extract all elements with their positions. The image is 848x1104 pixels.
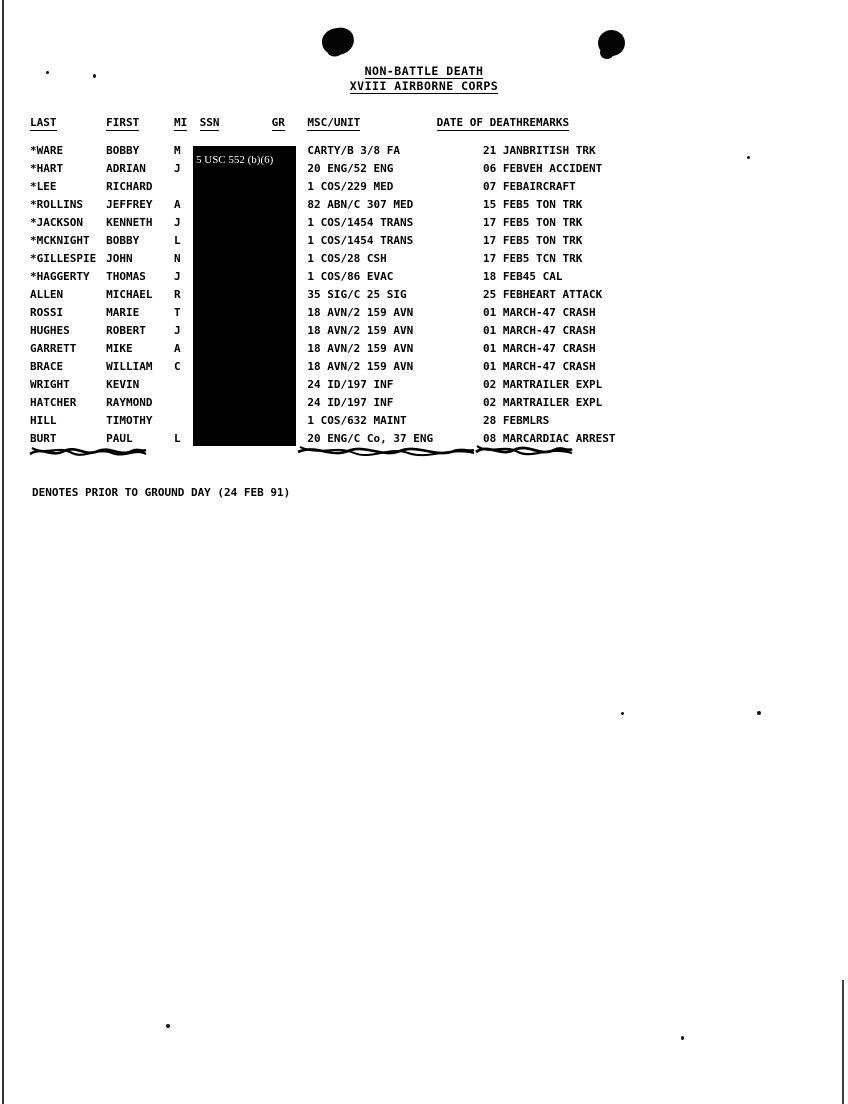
remarks-cell: CH-47 CRASH [522,341,596,355]
date-of-death-cell: 01 MAR [483,341,523,355]
last-name-cell: BURT [30,431,57,445]
remarks-cell: AIRCRAFT [522,179,576,193]
table-row [30,285,630,303]
first-name-cell: KEVIN [106,377,140,391]
date-of-death-cell: 17 FEB [483,233,523,247]
table-row [30,159,630,177]
scan-edge-right [842,980,844,1104]
first-name-cell: WILLIAM [106,359,153,373]
date-of-death-cell: 01 MAR [483,305,523,319]
unit-cell: 18 AVN/2 159 AVN [307,341,414,355]
remarks-cell: BRITISH TRK [522,143,596,157]
table-header-row [30,116,630,141]
unit-cell: CARTY/B 3/8 FA [307,143,401,157]
unit-cell: 82 ABN/C 307 MED [307,197,414,211]
table-row [30,393,630,411]
middle-initial-cell: A [173,197,181,211]
table-row [30,339,630,357]
handwritten-strikeout-right [474,438,574,462]
unit-cell: 1 COS/632 MAINT [307,413,407,427]
unit-cell: 20 ENG/C Co, 37 ENG [307,431,434,445]
last-name-cell: *MCKNIGHT [30,233,90,247]
last-name-cell: *GILLESPIE [30,251,97,265]
redaction-exemption-label: 5 USC 552 (b)(6) [196,154,274,166]
date-of-death-cell: 15 FEB [483,197,523,211]
last-name-cell: ALLEN [30,287,64,301]
first-name-cell: KENNETH [106,215,153,229]
table-row [30,357,630,375]
last-name-cell: ROSSI [30,305,64,319]
table-row [30,267,630,285]
first-name-cell: BOBBY [106,233,140,247]
first-name-cell: RICHARD [106,179,153,193]
remarks-cell: VEH ACCIDENT [522,161,603,175]
middle-initial-cell: L [173,431,181,445]
footnote-denotes: DENOTES PRIOR TO GROUND DAY (24 FEB 91) [32,486,291,499]
column-header-date-of-death: DATE OF DEATH [436,116,523,129]
last-name-cell: *WARE [30,143,64,157]
middle-initial-cell: L [173,233,181,247]
remarks-cell: 5 TON TRK [522,215,583,229]
table-row [30,213,630,231]
date-of-death-cell: 08 MAR [483,431,523,445]
column-header-last: LAST [30,116,57,129]
remarks-cell: CH-47 CRASH [522,323,596,337]
last-name-cell: *HAGGERTY [30,269,90,283]
handwritten-strikeout-center [296,440,476,462]
unit-cell: 1 COS/229 MED [307,179,394,193]
last-name-cell: HILL [30,413,57,427]
remarks-cell: 45 CAL [522,269,563,283]
ssn-redaction-bar [193,146,296,446]
middle-initial-cell: J [173,161,181,175]
handwritten-strikeout-left [28,440,148,462]
title-line-2: XVIII AIRBORNE CORPS [349,79,499,93]
first-name-cell: PAUL [106,431,133,445]
table-row [30,177,630,195]
table-row [30,303,630,321]
middle-initial-cell: M [173,143,181,157]
first-name-cell: MARIE [106,305,140,319]
remarks-cell: HEART ATTACK [522,287,603,301]
table-row [30,321,630,339]
middle-initial-cell: R [173,287,181,301]
remarks-cell: TRAILER EXPL [522,377,603,391]
date-of-death-cell: 17 FEB [483,215,523,229]
ink-blob-artifact [598,30,625,56]
remarks-cell: CARDIAC ARREST [522,431,616,445]
scan-speck [681,1036,684,1040]
last-name-cell: GARRETT [30,341,77,355]
remarks-cell: CH-47 CRASH [522,305,596,319]
scan-speck [757,711,761,715]
first-name-cell: ADRIAN [106,161,146,175]
unit-cell: 18 AVN/2 159 AVN [307,359,414,373]
remarks-cell: 5 TON TRK [522,197,583,211]
unit-cell: 1 COS/28 CSH [307,251,387,265]
last-name-cell: WRIGHT [30,377,70,391]
middle-initial-cell: A [173,341,181,355]
date-of-death-cell: 01 MAR [483,323,523,337]
first-name-cell: THOMAS [106,269,146,283]
date-of-death-cell: 17 FEB [483,251,523,265]
date-of-death-cell: 18 FEB [483,269,523,283]
date-of-death-cell: 02 MAR [483,377,523,391]
table-row [30,231,630,249]
unit-cell: 35 SIG/C 25 SIG [307,287,407,301]
table-row [30,195,630,213]
table-row [30,411,630,429]
date-of-death-cell: 01 MAR [483,359,523,373]
last-name-cell: *LEE [30,179,57,193]
non-battle-death-roster [30,116,630,447]
remarks-cell: TRAILER EXPL [522,395,603,409]
remarks-cell: 5 TCN TRK [522,251,583,265]
middle-initial-cell: C [173,359,181,373]
scan-speck [747,156,750,159]
scan-speck [621,712,624,715]
date-of-death-cell: 28 FEB [483,413,523,427]
date-of-death-cell: 25 FEB [483,287,523,301]
ink-blob-artifact [320,26,355,57]
remarks-cell: 5 TON TRK [522,233,583,247]
date-of-death-cell: 02 MAR [483,395,523,409]
column-header-first: FIRST [106,116,140,129]
last-name-cell: *ROLLINS [30,197,83,211]
title-line-1: NON-BATTLE DEATH [364,64,484,78]
unit-cell: 1 COS/86 EVAC [307,269,394,283]
scan-edge-left [2,0,4,1104]
table-row [30,249,630,267]
date-of-death-cell: 07 FEB [483,179,523,193]
remarks-cell: MLRS [522,413,550,427]
middle-initial-cell: T [173,305,181,319]
middle-initial-cell: N [173,251,181,265]
last-name-cell: HATCHER [30,395,77,409]
column-header-gr: GR [271,116,285,129]
column-header-ssn: SSN [199,116,220,129]
first-name-cell: MICHAEL [106,287,153,301]
unit-cell: 1 COS/1454 TRANS [307,215,414,229]
middle-initial-cell: J [173,269,181,283]
unit-cell: 20 ENG/52 ENG [307,161,394,175]
date-of-death-cell: 06 FEB [483,161,523,175]
unit-cell: 1 COS/1454 TRANS [307,233,414,247]
first-name-cell: BOBBY [106,143,140,157]
column-header-mi: MI [173,116,188,129]
table-row [30,141,630,159]
first-name-cell: TIMOTHY [106,413,153,427]
unit-cell: 24 ID/197 INF [307,395,394,409]
remarks-cell: CH-47 CRASH [522,359,596,373]
column-header-remarks: REMARKS [522,116,570,129]
first-name-cell: JOHN [106,251,133,265]
column-header-unit: MSC/UNIT [307,116,361,129]
document-title [0,64,848,94]
middle-initial-cell: J [173,215,181,229]
scan-speck [166,1024,170,1028]
last-name-cell: HUGHES [30,323,70,337]
last-name-cell: BRACE [30,359,64,373]
unit-cell: 24 ID/197 INF [307,377,394,391]
table-row [30,375,630,393]
date-of-death-cell: 21 JAN [483,143,523,157]
roster-table-wrapper [30,116,630,447]
unit-cell: 18 AVN/2 159 AVN [307,305,414,319]
first-name-cell: JEFFREY [106,197,153,211]
first-name-cell: ROBERT [106,323,146,337]
last-name-cell: *HART [30,161,64,175]
last-name-cell: *JACKSON [30,215,83,229]
first-name-cell: RAYMOND [106,395,153,409]
unit-cell: 18 AVN/2 159 AVN [307,323,414,337]
middle-initial-cell: J [173,323,181,337]
first-name-cell: MIKE [106,341,133,355]
